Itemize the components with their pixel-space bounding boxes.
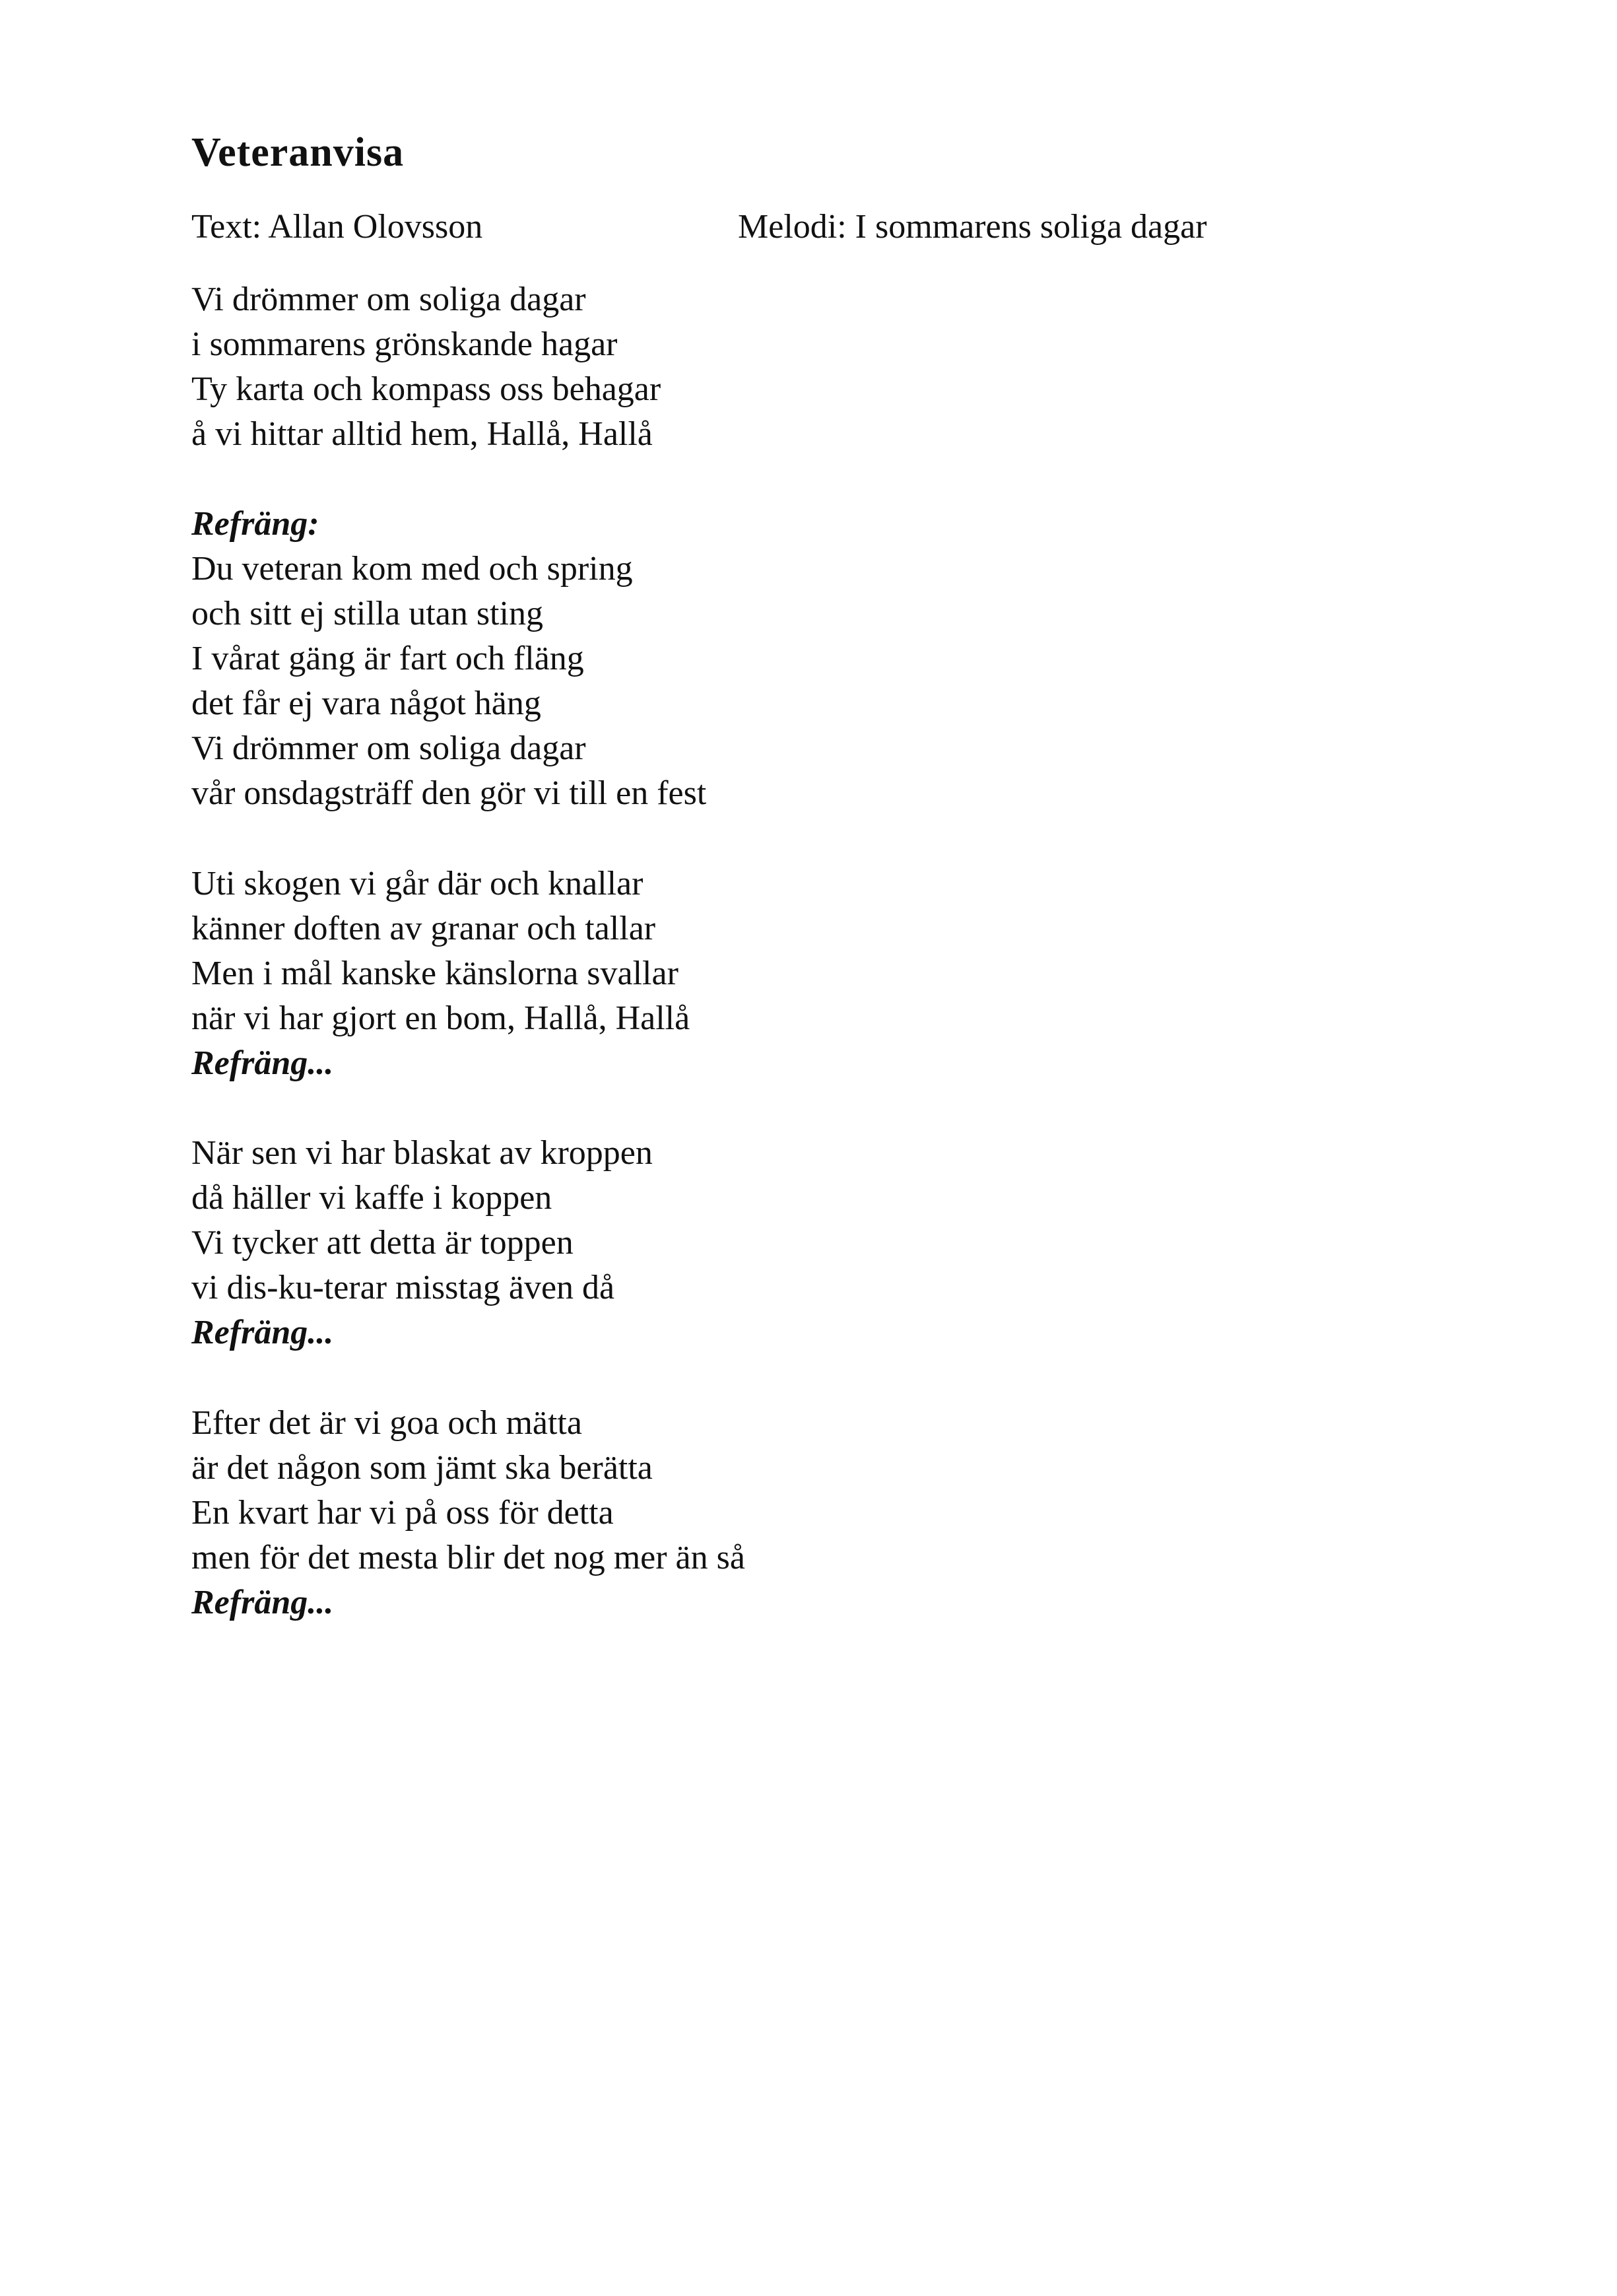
verse-line: när vi har gjort en bom, Hallå, Hallå [191, 999, 690, 1037]
verse-line: är det någon som jämt ska berätta [191, 1449, 653, 1487]
verse-line: Vi drömmer om soliga dagar [191, 281, 586, 318]
verse-line: känner doften av granar och tallar [191, 910, 656, 947]
verse-line: Ty karta och kompass oss behagar [191, 370, 661, 408]
text-credit: Text: Allan Olovsson [191, 208, 483, 246]
verse-line: Men i mål kanske känslorna svallar [191, 955, 678, 992]
verse-line: Uti skogen vi går där och knallar [191, 865, 644, 902]
verse-3 [191, 1131, 653, 1355]
verse-line: När sen vi har blaskat av kroppen [191, 1134, 653, 1172]
refrain-reference: Refräng... [191, 1584, 334, 1621]
verse-4 [191, 1401, 745, 1625]
verse-1 [191, 277, 661, 457]
verse-line: men för det mesta blir det nog mer än så [191, 1539, 745, 1576]
verse-line: i sommarens grönskande hagar [191, 325, 618, 363]
chorus-line: det får ej vara något häng [191, 685, 541, 722]
chorus-line: Vi drömmer om soliga dagar [191, 729, 586, 767]
verse-line: vi dis-ku-terar misstag även då [191, 1269, 615, 1306]
chorus-label: Refräng: [191, 505, 319, 543]
verse-line: Vi tycker att detta är toppen [191, 1224, 574, 1262]
chorus [191, 502, 706, 816]
verse-line: En kvart har vi på oss för detta [191, 1494, 614, 1532]
chorus-line: vår onsdagsträff den gör vi till en fest [191, 774, 707, 812]
verse-line: då häller vi kaffe i koppen [191, 1179, 552, 1217]
verse-line: Efter det är vi goa och mätta [191, 1404, 582, 1442]
song-title: Veteranvisa [191, 130, 405, 175]
melody-credit: Melodi: I sommarens soliga dagar [738, 208, 1207, 246]
verse-2 [191, 861, 690, 1086]
refrain-reference: Refräng... [191, 1044, 334, 1082]
refrain-reference: Refräng... [191, 1314, 334, 1351]
chorus-line: och sitt ej stilla utan sting [191, 595, 543, 632]
chorus-line: I vårat gäng är fart och fläng [191, 640, 584, 677]
chorus-line: Du veteran kom med och spring [191, 550, 633, 588]
verse-line: å vi hittar alltid hem, Hallå, Hallå [191, 415, 653, 453]
